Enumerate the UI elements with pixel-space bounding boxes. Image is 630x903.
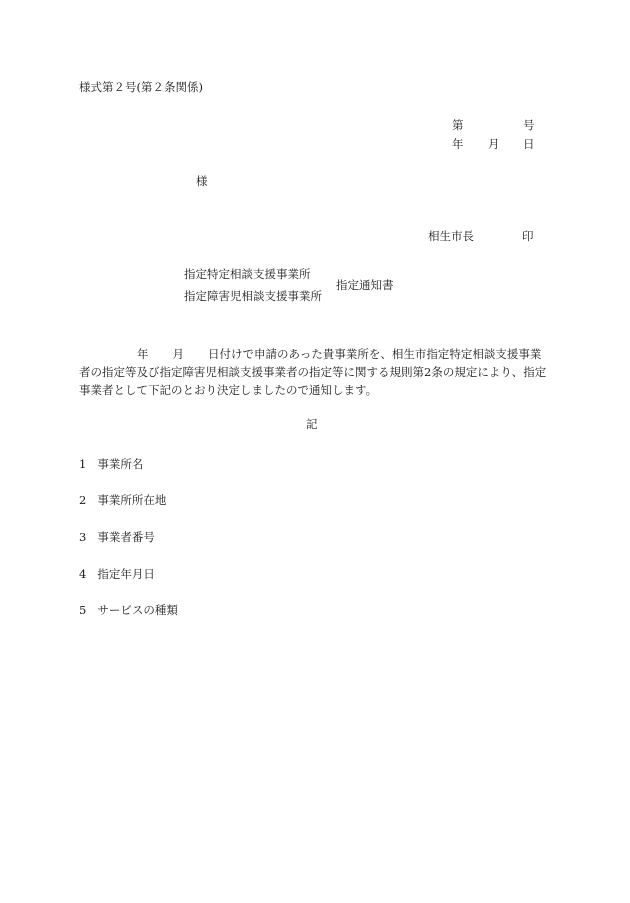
item-label: 指定年月日 [97, 567, 155, 581]
issuer-name: 相生市長 [428, 229, 474, 243]
date-day: 日 [523, 137, 535, 151]
item-label: 事業所名 [97, 457, 144, 471]
body-paragraph [79, 345, 549, 399]
title-suffix: 指定通知書 [336, 278, 394, 292]
form-label: 様式第２号(第２条関係) [79, 80, 203, 94]
item-number: 2 [79, 493, 87, 507]
doc-number-prefix: 第 [452, 118, 464, 132]
item-label: 事業者番号 [97, 530, 155, 544]
date-year: 年 [452, 137, 464, 151]
title-line1: 指定特定相談支援事業所 [184, 267, 311, 281]
item-number: 4 [79, 567, 87, 581]
title-line2: 指定障害児相談支援事業所 [184, 289, 322, 303]
list-item [79, 495, 166, 507]
item-number: 5 [79, 603, 87, 617]
body-text: 日付けで申請のあった貴事業所を、相生市指定特定相談支援事業者の指定等及び指定障害児相談支援事業者の指定等に関する規則第2条の規定により、指定事業者として下記のとおり決定しましたので通知します。 [79, 347, 547, 397]
item-number: 1 [79, 457, 87, 471]
addressee-honorific: 様 [196, 174, 208, 188]
item-label: サービスの種類 [97, 603, 178, 617]
issuer-seal: 印 [522, 229, 534, 243]
ki-heading: 記 [306, 417, 318, 431]
doc-number-suffix: 号 [523, 118, 535, 132]
body-year: 年 [137, 347, 149, 361]
item-label: 事業所所在地 [97, 493, 167, 507]
date-month: 月 [488, 137, 500, 151]
list-item [79, 569, 155, 581]
list-item [79, 532, 155, 544]
body-month: 月 [172, 347, 184, 361]
list-item [79, 459, 143, 471]
list-item [79, 605, 178, 617]
item-number: 3 [79, 530, 87, 544]
